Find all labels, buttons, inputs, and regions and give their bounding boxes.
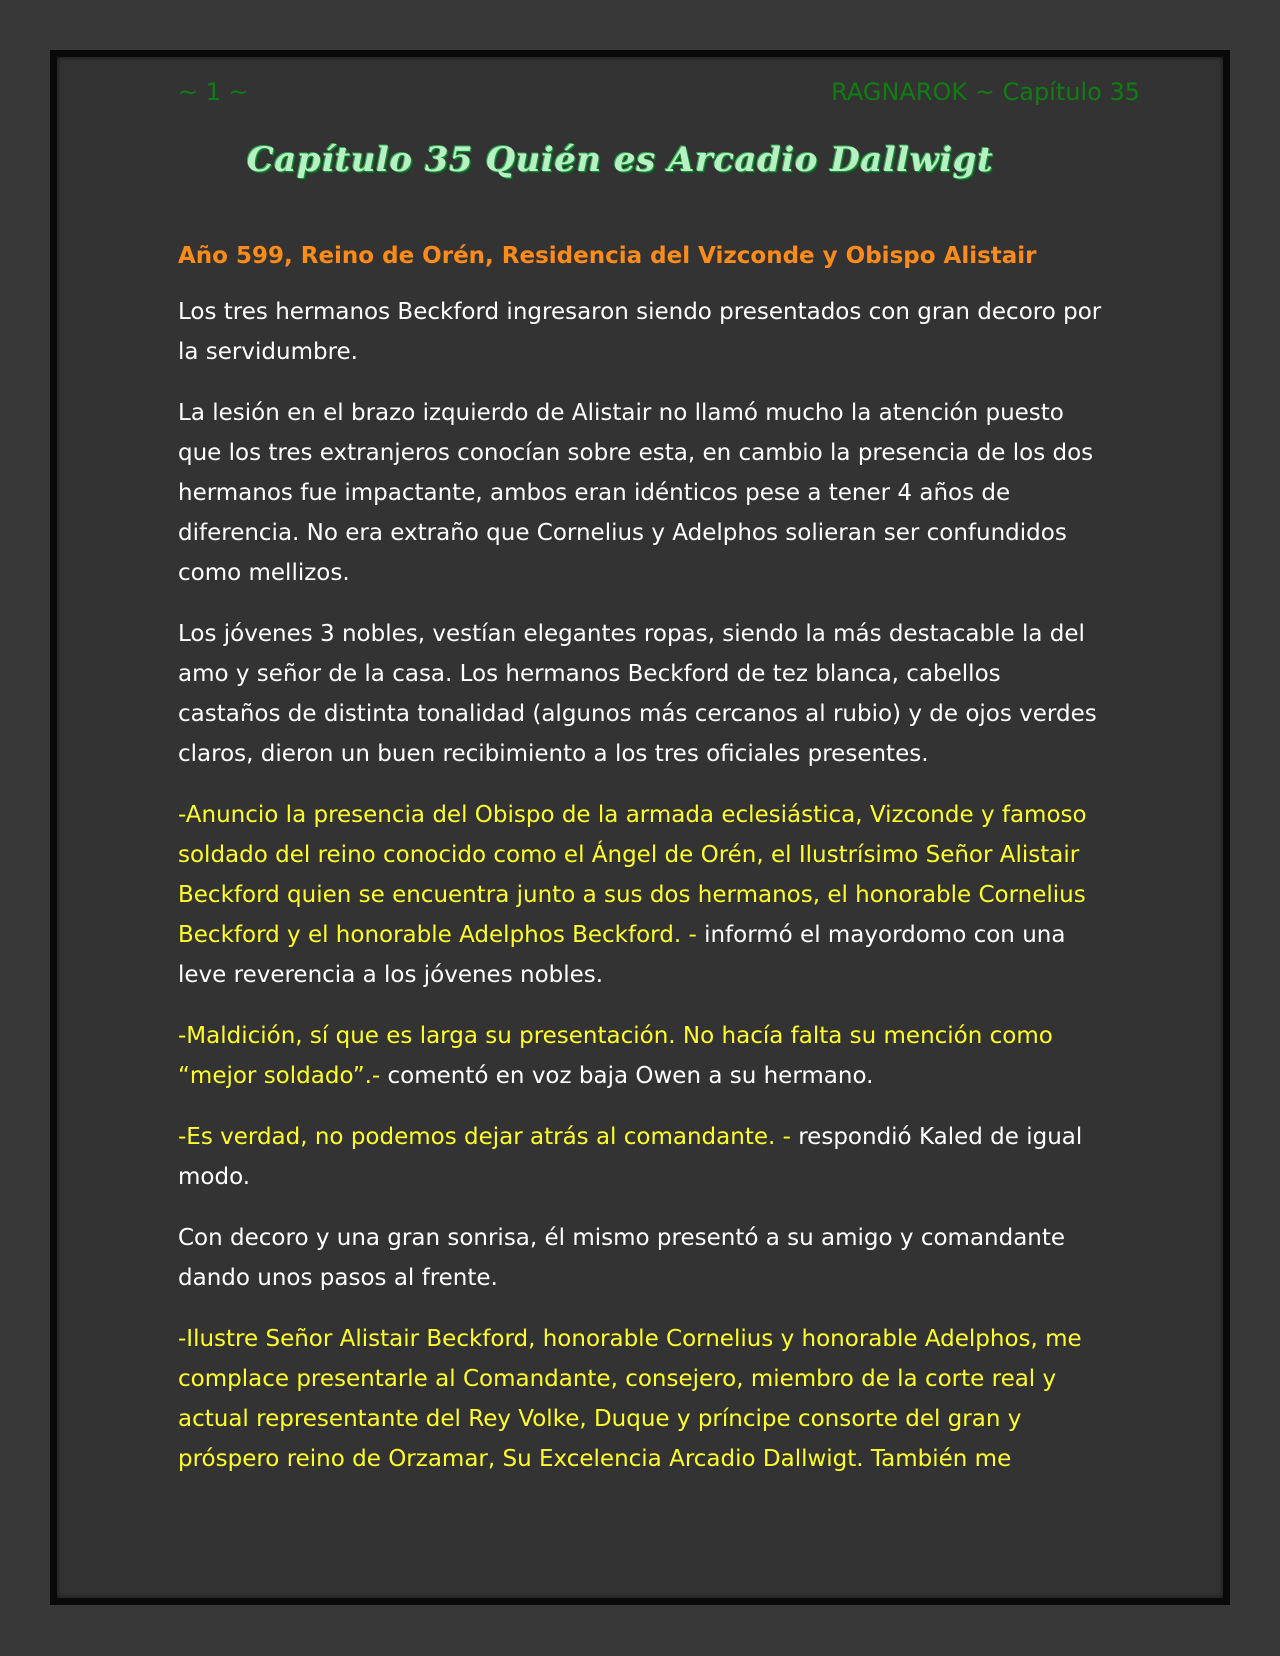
narration-text: Los jóvenes 3 nobles, vestían elegantes ropas, siendo la más destacable la del amo y señor de la casa. Los hermanos Beckford de tez blanca, cabellos castaños de distinta tonalidad (algunos más cercanos al rubio) y de ojos verdes claros, dieron un buen recibimiento a los tres oficiales presentes. [178,621,1097,767]
paragraph [178,1117,1102,1197]
dialog-text: -Anuncio la presencia del Obispo de la armada eclesiástica, Vizconde y famoso soldado del reino conocido como el Ángel de Orén, el Ilustrísimo Señor Alistair Beckford quien se encuentra junto a sus dos hermanos, el honorable Cornelius Beckford y el honorable Adelphos Beckford. - [178,802,1087,948]
dialog-text: -Es verdad, no podemos dejar atrás al comandante. - [178,1124,799,1150]
narration-text: respondió Kaled de igual modo. [178,1124,1083,1190]
location-heading: Año 599, Reino de Orén, Residencia del Vizconde y Obispo Alistair [178,243,1037,269]
paragraph [178,292,1102,372]
running-title: RAGNAROK ~ Capítulo 35 [831,78,1140,106]
narration-text: La lesión en el brazo izquierdo de Alistair no llamó mucho la atención puesto que los tres extranjeros conocían sobre esta, en cambio la presencia de los dos hermanos fue impactante, ambos eran idénticos pese a tener 4 años de diferencia. No era extraño que Cornelius y Adelphos solieran ser confundidos como mellizos. [178,400,1094,586]
paragraph [178,393,1102,593]
dialog-text: -Maldición, sí que es larga su presentación. No hacía falta su mención como “mejor soldado”.- [178,1023,1053,1089]
paragraph [178,795,1102,995]
paragraph [178,1218,1102,1298]
narration-text: informó el mayordomo con una leve reverencia a los jóvenes nobles. [178,922,1066,988]
chapter-body [178,236,1102,1500]
narration-text: Con decoro y una gran sonrisa, él mismo presentó a su amigo y comandante dando unos pasos al frente. [178,1225,1066,1291]
page-number: ~ 1 ~ [178,78,249,106]
paragraph [178,614,1102,774]
chapter-title: Capítulo 35 Quién es Arcadio Dallwigt [246,140,994,180]
dialog-text: -Ilustre Señor Alistair Beckford, honorable Cornelius y honorable Adelphos, me complace presentarle al Comandante, consejero, miembro de la corte real y actual representante del Rey Volke, Duque y príncipe consorte del gran y próspero reino de Orzamar, Su Excelencia Arcadio Dallwigt. También me [178,1326,1082,1472]
narration-text: comentó en voz baja Owen a su hermano. [387,1063,874,1089]
paragraph [178,1016,1102,1096]
page-header [128,78,1140,110]
narration-text: Los tres hermanos Beckford ingresaron siendo presentados con gran decoro por la servidumbre. [178,299,1102,365]
paragraph [178,1319,1102,1479]
